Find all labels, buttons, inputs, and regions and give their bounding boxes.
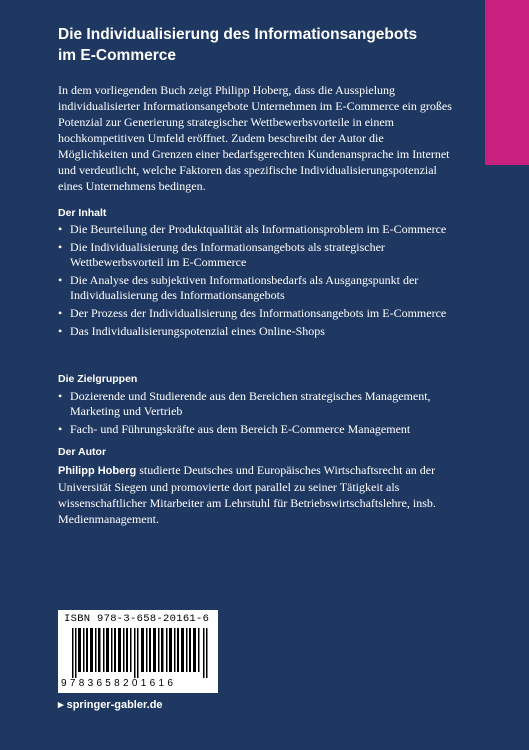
ean-digits: 9783658201616 bbox=[61, 678, 177, 689]
website-text[interactable]: springer-gabler.de bbox=[66, 699, 163, 711]
barcode-box bbox=[58, 610, 218, 693]
list-item: • Die Beurteilung der Produktqualität als Informationsproblem im E-Commerce bbox=[58, 222, 454, 237]
isbn-label: ISBN 978-3-658-20161-6 bbox=[64, 613, 210, 625]
autor-heading: Der Autor bbox=[58, 446, 107, 458]
list-item: • Dozierende und Studierende aus den Bereichen strategisches Management, Marketing und Vertrieb bbox=[58, 389, 454, 419]
zielgruppen-list bbox=[58, 389, 454, 440]
list-item: • Der Prozess der Individualisierung des Informationsangebots im E-Commerce bbox=[58, 306, 454, 321]
list-item: • Die Analyse des subjektiven Informationsbedarfs als Ausgangspunkt der Individualisierung des Informationsangebots bbox=[58, 273, 454, 303]
inhalt-list bbox=[58, 222, 454, 342]
author-bio-text: studierte Deutsches und Europäisches Wirtschaftsrecht an der Universität Siegen und promovierte dort parallel zu seiner Tätigkeit als wissenschaftlicher Mitarbeiter am Lehrstuhl für Betriebswirtschaftslehre, insb. Medienmanagement. bbox=[58, 463, 436, 526]
zielgruppen-heading: Die Zielgruppen bbox=[58, 373, 138, 385]
author-name: Philipp Hoberg bbox=[58, 465, 137, 477]
website-link[interactable]: ▸ springer-gabler.de bbox=[58, 699, 163, 711]
intro-paragraph: In dem vorliegenden Buch zeigt Philipp Hoberg, dass die Ausspielung individualisierter Informationsangebote Unternehmen im E-Commerce ein großes Potenzial zur Generierung strategischer Wettbewerbsvorteile in einem hochkompetitiven Umfeld eröffnet. Zudem beschreibt der Autor die Möglichkeiten und Grenzen einer bedarfsgerechten Kundenansprache im Internet und verdeutlicht, welche Faktoren das spezifische Individualisierungspotenzial eines Unternehmens bedingen. bbox=[58, 83, 452, 193]
book-title bbox=[58, 24, 438, 66]
list-item: • Die Individualisierung des Informationsangebots als strategischer Wettbewerbsvorteil im E-Commerce bbox=[58, 240, 454, 270]
title-line-1: Die Individualisierung des Informationsangebots bbox=[58, 26, 418, 43]
author-bio bbox=[58, 462, 454, 527]
barcode-icon bbox=[72, 628, 208, 678]
list-item: • Fach- und Führungskräfte aus dem Bereich E-Commerce Management bbox=[58, 422, 454, 437]
list-item: • Das Individualisierungspotenzial eines Online-Shops bbox=[58, 324, 454, 339]
inhalt-heading: Der Inhalt bbox=[58, 207, 107, 219]
title-line-2: im E-Commerce bbox=[58, 47, 177, 64]
accent-bar bbox=[485, 0, 529, 165]
